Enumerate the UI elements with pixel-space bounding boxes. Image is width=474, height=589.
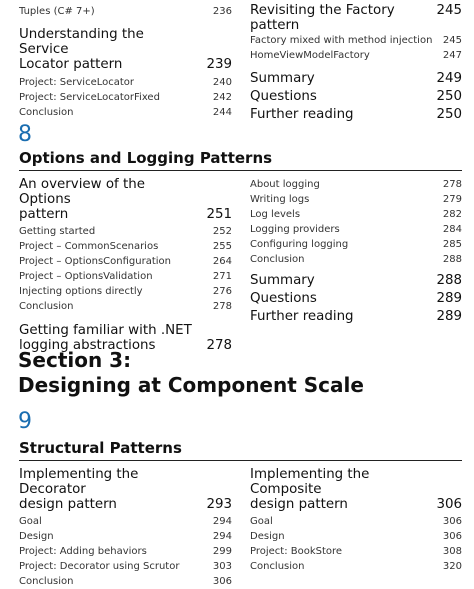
- chapter-number: 8: [18, 122, 32, 147]
- entry-label: Conclusion: [250, 561, 305, 572]
- heading-line2: logging abstractions: [19, 338, 156, 353]
- heading-label: Questions: [250, 291, 317, 306]
- chapter8-left: [19, 177, 232, 353]
- toc-list: [19, 224, 232, 314]
- heading-label: Summary: [250, 71, 315, 86]
- toc-list: [19, 514, 232, 589]
- heading-line2: design pattern: [250, 497, 348, 512]
- toc-entry[interactable]: [250, 33, 462, 48]
- heading-line1: Implementing the Decorator: [19, 467, 139, 497]
- toc-entry[interactable]: [250, 222, 462, 237]
- heading-line2: Locator pattern: [19, 57, 123, 72]
- toc-heading-summary[interactable]: [250, 70, 462, 88]
- heading-page: 278: [206, 338, 232, 353]
- toc-heading-questions[interactable]: [250, 290, 462, 308]
- entry-label: Logging providers: [250, 224, 340, 235]
- toc-entry[interactable]: [19, 224, 232, 239]
- entry-page: 288: [442, 254, 462, 265]
- heading-page: 251: [206, 207, 232, 222]
- entry-page: 271: [212, 271, 232, 282]
- heading-page: 289: [436, 309, 462, 324]
- heading-line2: design pattern: [19, 497, 117, 512]
- toc-entry[interactable]: [19, 299, 232, 314]
- toc-entry[interactable]: [250, 252, 462, 267]
- toc-heading-questions[interactable]: [250, 88, 462, 106]
- toc-entry[interactable]: [19, 254, 232, 269]
- toc-entry[interactable]: [250, 192, 462, 207]
- toc-entry[interactable]: [250, 529, 462, 544]
- entry-page: 284: [442, 224, 462, 235]
- toc-entry[interactable]: [250, 559, 462, 574]
- toc-entry[interactable]: [19, 4, 232, 19]
- toc-entry[interactable]: [250, 177, 462, 192]
- entry-page: 306: [212, 576, 232, 587]
- entry-label: Conclusion: [19, 301, 74, 312]
- entry-label: Goal: [19, 516, 42, 527]
- heading-page: 293: [206, 497, 232, 512]
- entry-page: 247: [442, 50, 462, 61]
- heading-page: 249: [436, 71, 462, 86]
- toc-heading-options-overview[interactable]: [19, 177, 232, 222]
- toc-heading-service-locator[interactable]: [19, 27, 232, 72]
- entry-label: Getting started: [19, 226, 96, 237]
- entry-label: Goal: [250, 516, 273, 527]
- heading-label: Revisiting the Factory pattern: [250, 3, 395, 33]
- toc-entry[interactable]: [19, 269, 232, 284]
- toc-entry[interactable]: [19, 514, 232, 529]
- entry-label: Conclusion: [19, 107, 74, 118]
- toc-heading-composite[interactable]: [250, 467, 462, 512]
- entry-page: 279: [442, 194, 462, 205]
- entry-page: 294: [212, 516, 232, 527]
- chapter9-left: [19, 467, 232, 589]
- toc-heading-summary[interactable]: [250, 272, 462, 290]
- heading-page: 289: [436, 291, 462, 306]
- heading-page: 250: [436, 107, 462, 122]
- entry-label: Conclusion: [19, 576, 74, 587]
- heading-line1: Understanding the Service: [19, 27, 144, 57]
- toc-entry[interactable]: [19, 559, 232, 574]
- entry-page: 282: [442, 209, 462, 220]
- section-title-line1: Section 3:: [18, 348, 132, 372]
- toc-entry[interactable]: [19, 284, 232, 299]
- entry-page: 285: [442, 239, 462, 250]
- toc-end-matter: [250, 272, 462, 326]
- entry-label: Configuring logging: [250, 239, 349, 250]
- entry-page: 306: [442, 516, 462, 527]
- section-title[interactable]: [18, 348, 364, 398]
- entry-page: 303: [212, 561, 232, 572]
- toc-heading-factory[interactable]: [250, 3, 462, 33]
- entry-label: About logging: [250, 179, 320, 190]
- toc-entry[interactable]: [19, 529, 232, 544]
- entry-page: 294: [212, 531, 232, 542]
- entry-label: Project: Decorator using Scrutor: [19, 561, 180, 572]
- toc-entry[interactable]: [19, 544, 232, 559]
- entry-page: 255: [212, 241, 232, 252]
- entry-label: Project: ServiceLocator: [19, 77, 135, 88]
- entry-page: 245: [442, 35, 462, 46]
- entry-label: Conclusion: [250, 254, 305, 265]
- entry-page: 264: [212, 256, 232, 267]
- heading-line2: pattern: [19, 207, 69, 222]
- heading-line1: An overview of the Options: [19, 177, 145, 207]
- heading-label: Further reading: [250, 309, 354, 324]
- entry-page: 244: [212, 107, 232, 118]
- entry-page: 242: [212, 92, 232, 103]
- heading-label: Further reading: [250, 107, 354, 122]
- entry-page: 320: [442, 561, 462, 572]
- toc-heading-further-reading[interactable]: [250, 308, 462, 326]
- entry-label: Design: [19, 531, 54, 542]
- toc-entry[interactable]: [19, 90, 232, 105]
- heading-page: 288: [436, 273, 462, 288]
- heading-page: 245: [436, 3, 462, 18]
- entry-page: 299: [212, 546, 232, 557]
- heading-page: 239: [206, 57, 232, 72]
- toc-entry[interactable]: [250, 544, 462, 559]
- toc-entry[interactable]: [250, 48, 462, 63]
- toc-list: [250, 514, 462, 574]
- entry-page: 276: [212, 286, 232, 297]
- heading-page: 250: [436, 89, 462, 104]
- section-title-line2: Designing at Component Scale: [18, 373, 364, 397]
- toc-entry[interactable]: [19, 239, 232, 254]
- heading-line1: Getting familiar with .NET: [19, 323, 192, 338]
- entry-label: Log levels: [250, 209, 301, 220]
- toc-heading-further-reading[interactable]: [250, 106, 462, 124]
- entry-label: Project – OptionsValidation: [19, 271, 153, 282]
- entry-page: 306: [442, 531, 462, 542]
- toc-entry[interactable]: [19, 75, 232, 90]
- entry-label: Injecting options directly: [19, 286, 143, 297]
- toc-list: [19, 75, 232, 120]
- entry-label: Project: BookStore: [250, 546, 343, 557]
- toc-top-left: [19, 4, 232, 120]
- entry-label: Project: Adding behaviors: [19, 546, 147, 557]
- entry-page: 252: [212, 226, 232, 237]
- chapter-number: 9: [18, 409, 32, 434]
- entry-label: Design: [250, 531, 285, 542]
- entry-label: Factory mixed with method injection: [250, 35, 433, 46]
- chapter9-right: [250, 467, 462, 574]
- chapter-title[interactable]: Options and Logging Patterns: [19, 149, 462, 171]
- chapter8-right: [250, 177, 462, 326]
- entry-page: 278: [212, 301, 232, 312]
- entry-label: Project – CommonScenarios: [19, 241, 159, 252]
- toc-heading-decorator[interactable]: [19, 467, 232, 512]
- toc-entry[interactable]: [19, 105, 232, 120]
- entry-page: 278: [442, 179, 462, 190]
- toc-entry[interactable]: [250, 514, 462, 529]
- entry-page: 236: [212, 6, 232, 17]
- entry-label: Project – OptionsConfiguration: [19, 256, 171, 267]
- entry-label: HomeViewModelFactory: [250, 50, 370, 61]
- chapter-title[interactable]: Structural Patterns: [19, 439, 462, 461]
- toc-entry[interactable]: [250, 237, 462, 252]
- toc-end-matter: [250, 70, 462, 124]
- toc-top-right: [250, 3, 462, 124]
- heading-line1: Implementing the Composite: [250, 467, 370, 497]
- heading-label: Questions: [250, 89, 317, 104]
- entry-page: 308: [442, 546, 462, 557]
- toc-entry[interactable]: [250, 207, 462, 222]
- entry-label: Tuples (C# 7+): [19, 6, 95, 17]
- entry-page: 240: [212, 77, 232, 88]
- toc-entry[interactable]: [19, 574, 232, 589]
- heading-label: Summary: [250, 273, 315, 288]
- entry-label: Project: ServiceLocatorFixed: [19, 92, 160, 103]
- toc-list: [250, 177, 462, 267]
- heading-page: 306: [436, 497, 462, 512]
- entry-label: Writing logs: [250, 194, 310, 205]
